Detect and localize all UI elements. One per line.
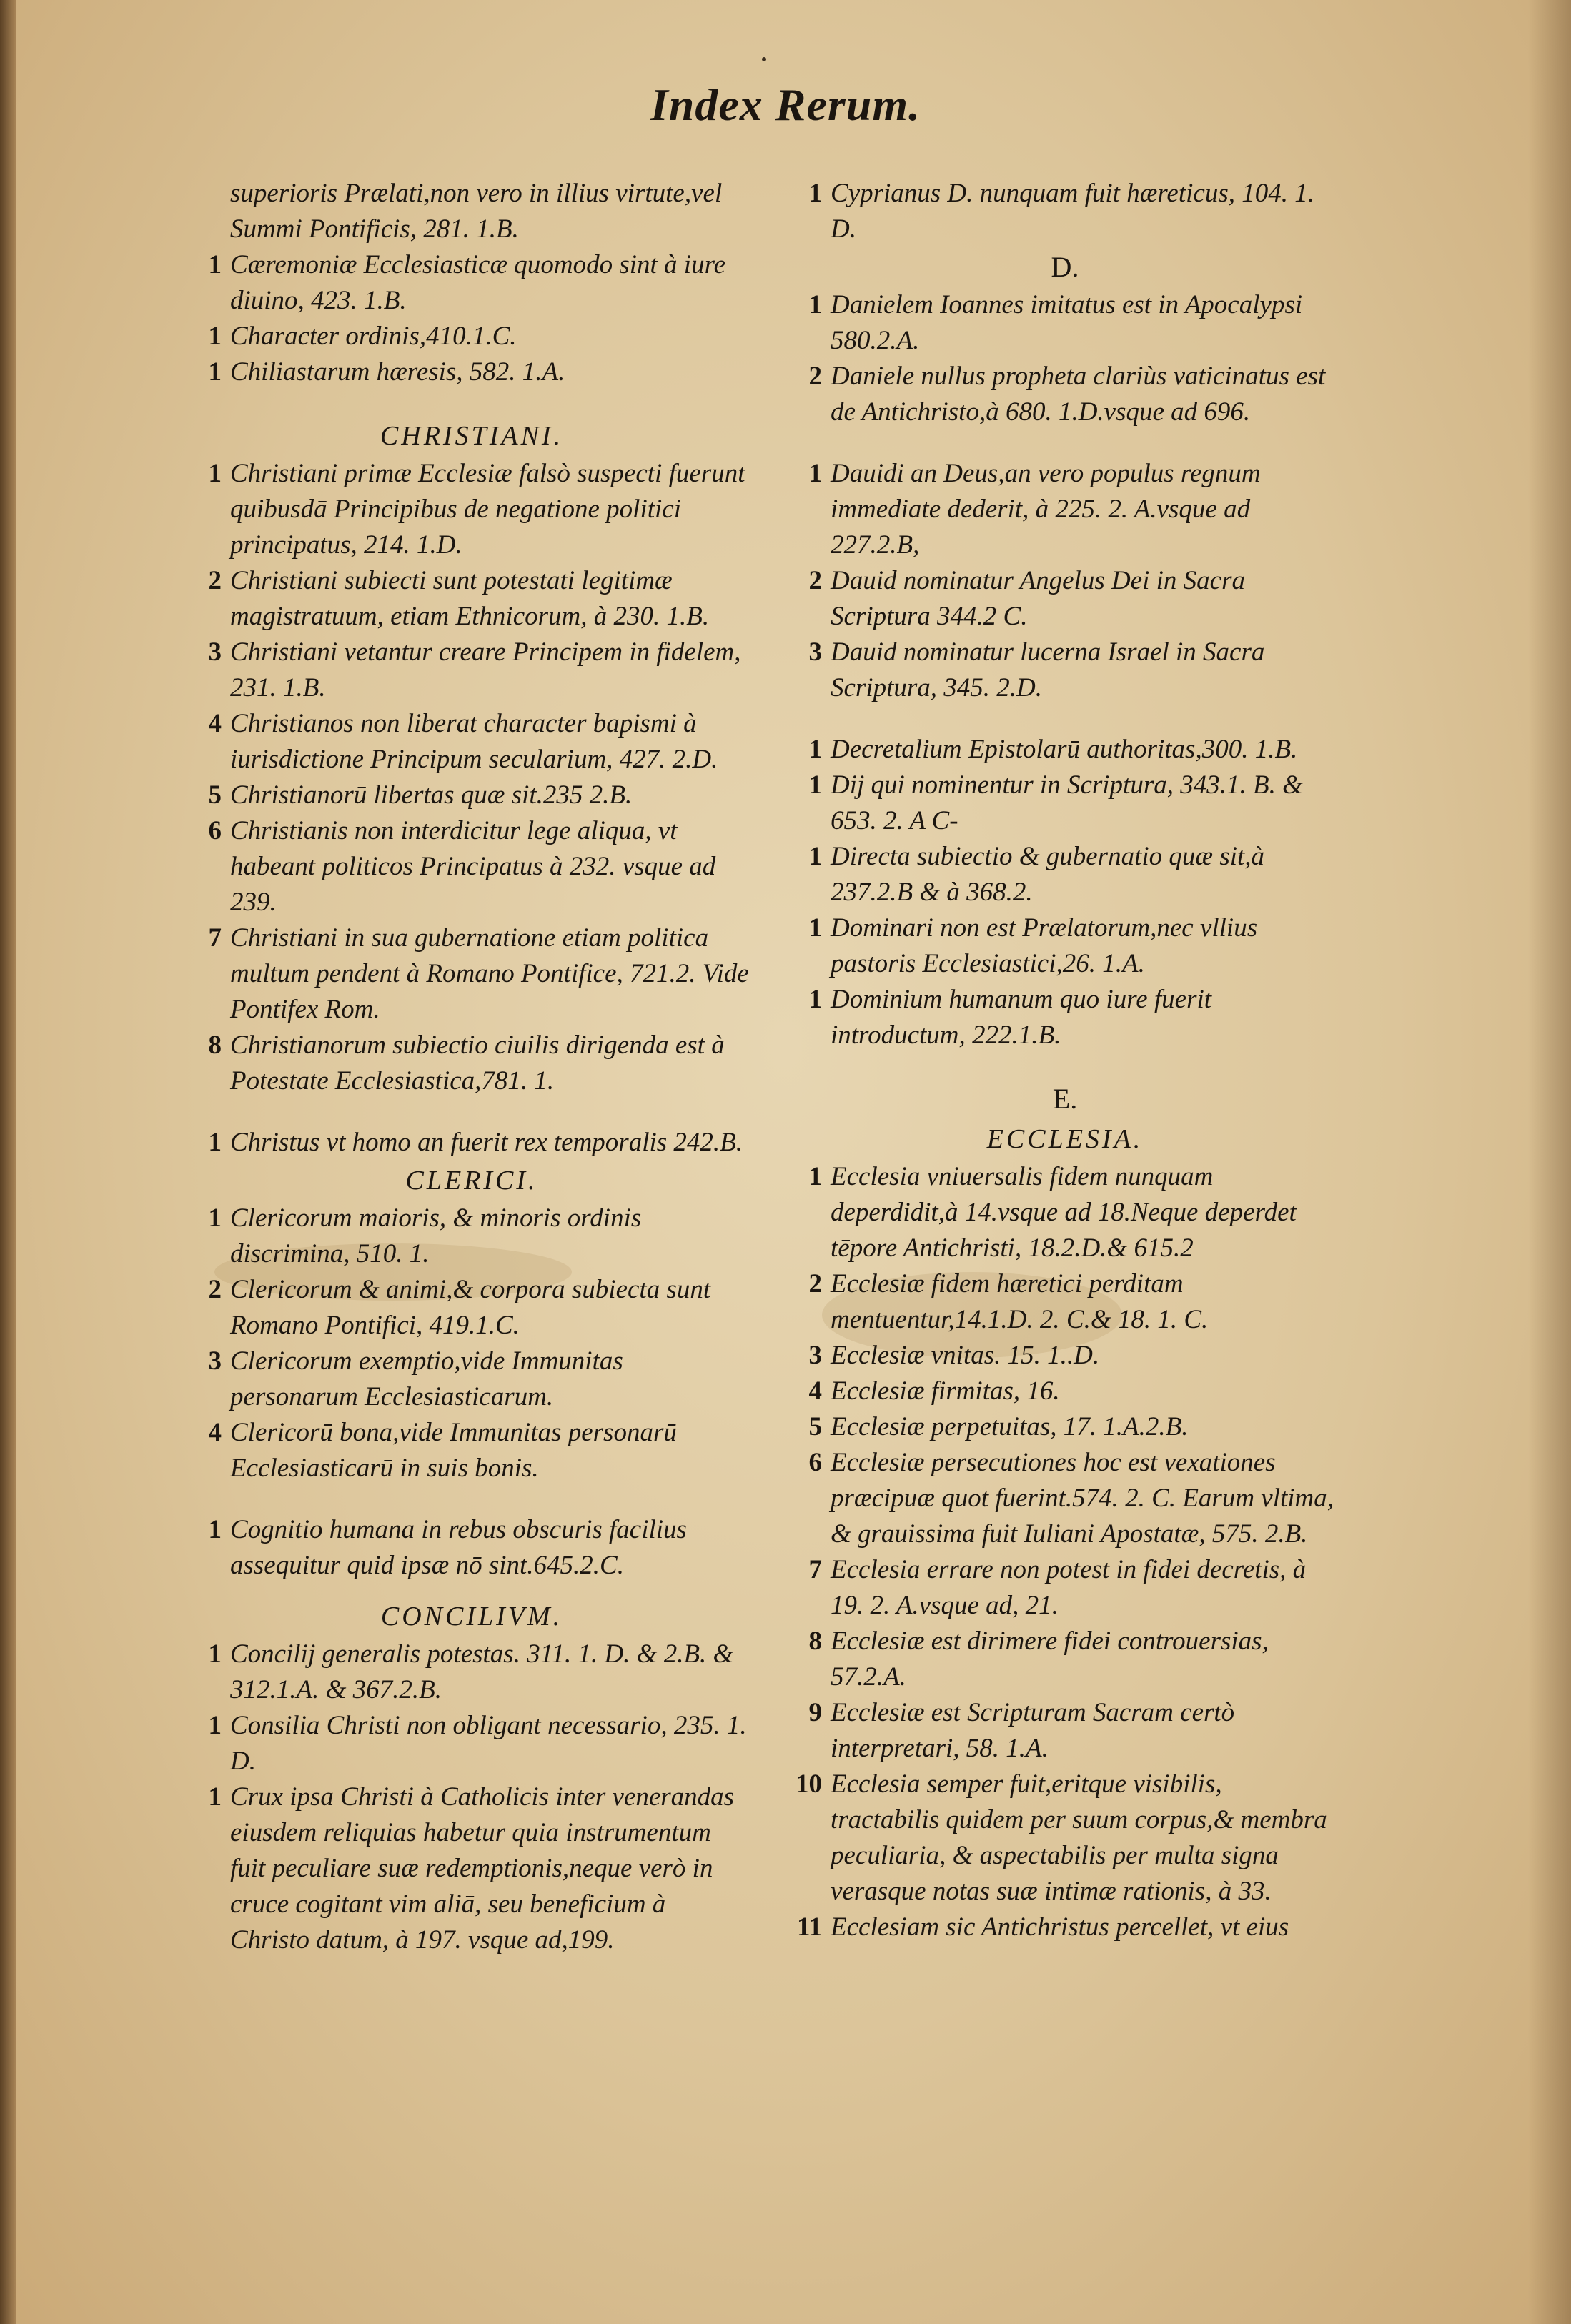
entry-number: 4 bbox=[208, 1418, 222, 1447]
index-entry bbox=[193, 635, 750, 706]
right-index-column bbox=[793, 176, 1337, 1945]
entry-number: 1 bbox=[208, 322, 222, 351]
entry-text: Dauid nominatur Angelus Dei in Sacra Scriptura 344.2 C. bbox=[831, 566, 1245, 631]
entry-number: 7 bbox=[208, 923, 222, 953]
entry-text: Daniele nullus propheta clariùs vaticinatus est de Antichristo,à 680. 1.D.vsque ad 696. bbox=[831, 362, 1326, 427]
book-spine-shadow bbox=[0, 0, 16, 2324]
entry-text: Chiliastarum hæresis, 582. 1.A. bbox=[230, 357, 565, 387]
page-edge-shadow bbox=[1528, 0, 1571, 2324]
index-entry bbox=[793, 982, 1337, 1053]
entry-number: 2 bbox=[808, 1269, 822, 1298]
entry-number: 2 bbox=[208, 1275, 222, 1304]
entry-text: Christus vt homo an fuerit rex temporalis 242.B. bbox=[230, 1128, 743, 1157]
index-entry bbox=[193, 1779, 750, 1958]
entry-text: Christiani primæ Ecclesiæ falsò suspecti fuerunt quibusdā Principibus de negatione politici principatus, 214. 1.D. bbox=[230, 459, 745, 560]
entry-number: 10 bbox=[796, 1769, 822, 1799]
entry-text: Cæremoniæ Ecclesiasticæ quomodo sint à iure diuino, 423. 1.B. bbox=[230, 250, 726, 315]
entry-text: Ecclesia vniuersalis fidem nunquam deperdidit,à 14.vsque ad 18.Neque deperdet tēpore Antichristi, 18.2.D.& 615.2 bbox=[831, 1162, 1297, 1263]
index-entry bbox=[793, 768, 1337, 839]
index-entry bbox=[193, 563, 750, 635]
entry-number: 1 bbox=[208, 1203, 222, 1233]
entry-text: Clericorum & animi,& corpora subiecta sunt Romano Pontifici, 419.1.C. bbox=[230, 1275, 711, 1340]
entry-text: Directa subiectio & gubernatio quæ sit,à 237.2.B & à 368.2. bbox=[831, 842, 1265, 907]
index-entry bbox=[193, 1344, 750, 1415]
index-entry bbox=[193, 1512, 750, 1584]
entry-number: 1 bbox=[208, 1639, 222, 1669]
index-entry bbox=[193, 1637, 750, 1708]
entry-text: Clericorum exemptio,vide Immunitas personarum Ecclesiasticarum. bbox=[230, 1346, 623, 1411]
entry-number: 5 bbox=[808, 1412, 822, 1441]
index-entry bbox=[793, 635, 1337, 706]
index-entry bbox=[193, 1708, 750, 1779]
entry-text: Christiani subiecti sunt potestati legitimæ magistratuum, etiam Ethnicorum, à 230. 1.B. bbox=[230, 566, 710, 631]
index-entry bbox=[793, 1338, 1337, 1374]
entry-number: 1 bbox=[808, 1162, 822, 1191]
index-entry bbox=[193, 778, 750, 813]
index-entry bbox=[793, 1374, 1337, 1409]
index-entry bbox=[193, 813, 750, 920]
entry-number: 1 bbox=[208, 1515, 222, 1544]
entry-number: 1 bbox=[808, 735, 822, 764]
entry-number: 11 bbox=[797, 1912, 822, 1942]
entry-text: Decretalium Epistolarū authoritas,300. 1.B. bbox=[831, 735, 1298, 764]
entry-text: Ecclesiæ perpetuitas, 17. 1.A.2.B. bbox=[831, 1412, 1189, 1441]
entry-number: 4 bbox=[808, 1376, 822, 1406]
entry-text: Ecclesiam sic Antichristus percellet, vt eius bbox=[831, 1912, 1289, 1942]
index-entry bbox=[793, 1445, 1337, 1552]
index-entry bbox=[793, 1767, 1337, 1910]
entry-number: 6 bbox=[808, 1448, 822, 1477]
entry-text: Ecclesia semper fuit,eritque visibilis, tractabilis quidem per suum corpus,& membra peculiaria, & aspectabilis per multa signa verasque notas suæ intimæ rationis, à 33. bbox=[831, 1769, 1327, 1906]
entry-text: Dij qui nominentur in Scriptura, 343.1. B. & 653. 2. A C- bbox=[831, 770, 1303, 835]
section-heading: CONCILIVM. bbox=[380, 1602, 563, 1632]
entry-number: 3 bbox=[208, 1346, 222, 1376]
index-entry bbox=[793, 287, 1337, 359]
spacer bbox=[793, 706, 1337, 732]
index-entry bbox=[193, 319, 750, 354]
index-entry bbox=[793, 1624, 1337, 1695]
letter-heading: E. bbox=[1052, 1083, 1078, 1115]
entry-text: Cognitio humana in rebus obscuris facilius assequitur quid ipsæ nō sint.645.2.C. bbox=[230, 1515, 687, 1580]
index-entry-continuation: superioris Prælati,non vero in illius virtute,vel Summi Pontificis, 281. 1.B. bbox=[230, 179, 723, 244]
entry-number: 1 bbox=[808, 985, 822, 1014]
index-entry bbox=[193, 1201, 750, 1272]
index-entry bbox=[193, 1028, 750, 1099]
entry-text: Christiani vetantur creare Principem in fidelem, 231. 1.B. bbox=[230, 637, 741, 702]
index-entry bbox=[793, 1159, 1337, 1266]
entry-number: 1 bbox=[208, 1128, 222, 1157]
entry-number: 8 bbox=[208, 1031, 222, 1060]
letter-heading: D. bbox=[1051, 251, 1079, 283]
entry-text: Christianis non interdicitur lege aliqua, vt habeant politicos Principatus à 232. vsque ad 239. bbox=[230, 816, 716, 917]
section-heading: ECCLESIA. bbox=[986, 1124, 1144, 1154]
entry-text: Cyprianus D. nunquam fuit hæreticus, 104. 1. D. bbox=[831, 179, 1314, 244]
index-entry bbox=[193, 706, 750, 778]
entry-number: 3 bbox=[208, 637, 222, 667]
entry-number: 4 bbox=[208, 709, 222, 738]
entry-number: 1 bbox=[808, 770, 822, 800]
entry-number: 8 bbox=[808, 1627, 822, 1656]
spacer bbox=[793, 430, 1337, 456]
section-heading: CLERICI. bbox=[405, 1166, 538, 1196]
entry-text: Ecclesia errare non potest in fidei decretis, à 19. 2. A.vsque ad, 21. bbox=[831, 1555, 1307, 1620]
index-entry bbox=[193, 1272, 750, 1344]
entry-text: Ecclesiæ fidem hæretici perditam mentuentur,14.1.D. 2. C.& 18. 1. C. bbox=[831, 1269, 1209, 1334]
entry-text: Dauid nominatur lucerna Israel in Sacra Scriptura, 345. 2.D. bbox=[831, 637, 1265, 702]
entry-number: 1 bbox=[808, 179, 822, 208]
entry-number: 1 bbox=[208, 1711, 222, 1740]
entry-text: Danielem Ioannes imitatus est in Apocalypsi 580.2.A. bbox=[831, 290, 1303, 355]
entry-number: 1 bbox=[808, 290, 822, 319]
entry-text: Dominari non est Prælatorum,nec vllius pastoris Ecclesiastici,26. 1.A. bbox=[831, 913, 1258, 978]
spacer bbox=[193, 1584, 750, 1596]
entry-number: 9 bbox=[808, 1698, 822, 1727]
entry-number: 3 bbox=[808, 637, 822, 667]
index-entry bbox=[193, 920, 750, 1028]
entry-number: 1 bbox=[208, 459, 222, 488]
entry-text: Dauidi an Deus,an vero populus regnum immediate dederit, à 225. 2. A.vsque ad 227.2.B, bbox=[831, 459, 1261, 560]
entry-text: Consilia Christi non obligant necessario, 235. 1. D. bbox=[230, 1711, 747, 1776]
index-entry bbox=[193, 247, 750, 319]
entry-number: 2 bbox=[808, 566, 822, 595]
entry-text: Christiani in sua gubernatione etiam politica multum pendent à Romano Pontifice, 721.2. Vide Pontifex Rom. bbox=[230, 923, 749, 1024]
index-entry bbox=[793, 1910, 1337, 1945]
entry-number: 1 bbox=[208, 250, 222, 279]
entry-number: 1 bbox=[808, 913, 822, 943]
entry-text: Christianorū libertas quæ sit.235 2.B. bbox=[230, 780, 633, 810]
entry-number: 5 bbox=[208, 780, 222, 810]
index-entry bbox=[193, 1415, 750, 1486]
page-title: Index Rerum. bbox=[650, 79, 921, 130]
index-entry bbox=[793, 910, 1337, 982]
entry-text: Dominium humanum quo iure fuerit introductum, 222.1.B. bbox=[831, 985, 1212, 1050]
index-entry bbox=[793, 732, 1337, 768]
left-index-column bbox=[193, 176, 750, 1958]
entry-number: 1 bbox=[208, 1782, 222, 1812]
entry-text: Ecclesiæ firmitas, 16. bbox=[831, 1376, 1060, 1406]
spacer bbox=[793, 1053, 1337, 1079]
index-entry bbox=[793, 176, 1337, 247]
entry-text: Christianorum subiectio ciuilis dirigenda est à Potestate Ecclesiastica,781. 1. bbox=[230, 1031, 725, 1096]
entry-text: Clericorum maioris, & minoris ordinis discrimina, 510. 1. bbox=[230, 1203, 642, 1268]
entry-number: 1 bbox=[208, 357, 222, 387]
index-entry bbox=[793, 456, 1337, 563]
index-entry bbox=[793, 1552, 1337, 1624]
entry-text: Ecclesiæ persecutiones hoc est vexationes præcipuæ quot fuerint.574. 2. C. Earum vltima, & grauissima fuit Iuliani Apostatæ, 575. 2.B. bbox=[831, 1448, 1334, 1549]
entry-text: Ecclesiæ est Scripturam Sacram certò interpretari, 58. 1.A. bbox=[831, 1698, 1235, 1763]
entry-number: 1 bbox=[808, 459, 822, 488]
spacer bbox=[193, 390, 750, 416]
section-heading: CHRISTIANI. bbox=[380, 421, 564, 451]
index-entry bbox=[793, 359, 1337, 430]
entry-text: Ecclesiæ est dirimere fidei controuersias, 57.2.A. bbox=[831, 1627, 1269, 1692]
entry-number: 6 bbox=[208, 816, 222, 845]
entry-number: 7 bbox=[808, 1555, 822, 1584]
entry-text: Clericorū bona,vide Immunitas personarū Ecclesiasticarū in suis bonis. bbox=[230, 1418, 677, 1483]
entry-number: 1 bbox=[808, 842, 822, 871]
entry-number: 3 bbox=[808, 1341, 822, 1370]
index-entry bbox=[793, 563, 1337, 635]
entry-text: Crux ipsa Christi à Catholicis inter venerandas eiusdem reliquias habetur quia instrumentum fuit peculiare suæ redemptionis,neque verò in cruce cogitant vim aliā, seu beneficium à Christo datum, à 197. vsque ad,199. bbox=[230, 1782, 735, 1955]
entry-number: 2 bbox=[208, 566, 222, 595]
index-entry bbox=[193, 456, 750, 563]
entry-number: 2 bbox=[808, 362, 822, 391]
index-entry bbox=[793, 1266, 1337, 1338]
index-entry bbox=[793, 1409, 1337, 1445]
entry-text: Christianos non liberat character bapismi à iurisdictione Principum secularium, 427. 2.D. bbox=[230, 709, 718, 774]
printer-mark bbox=[762, 57, 766, 61]
index-entry bbox=[793, 1695, 1337, 1767]
entry-text: Ecclesiæ vnitas. 15. 1..D. bbox=[831, 1341, 1100, 1370]
spacer bbox=[193, 1099, 750, 1125]
entry-text: Concilij generalis potestas. 311. 1. D. & 2.B. & 312.1.A. & 367.2.B. bbox=[230, 1639, 734, 1704]
spacer bbox=[193, 1486, 750, 1512]
index-entry bbox=[793, 839, 1337, 910]
index-entry bbox=[193, 1125, 750, 1161]
entry-text: Character ordinis,410.1.C. bbox=[230, 322, 517, 351]
index-entry bbox=[193, 354, 750, 390]
